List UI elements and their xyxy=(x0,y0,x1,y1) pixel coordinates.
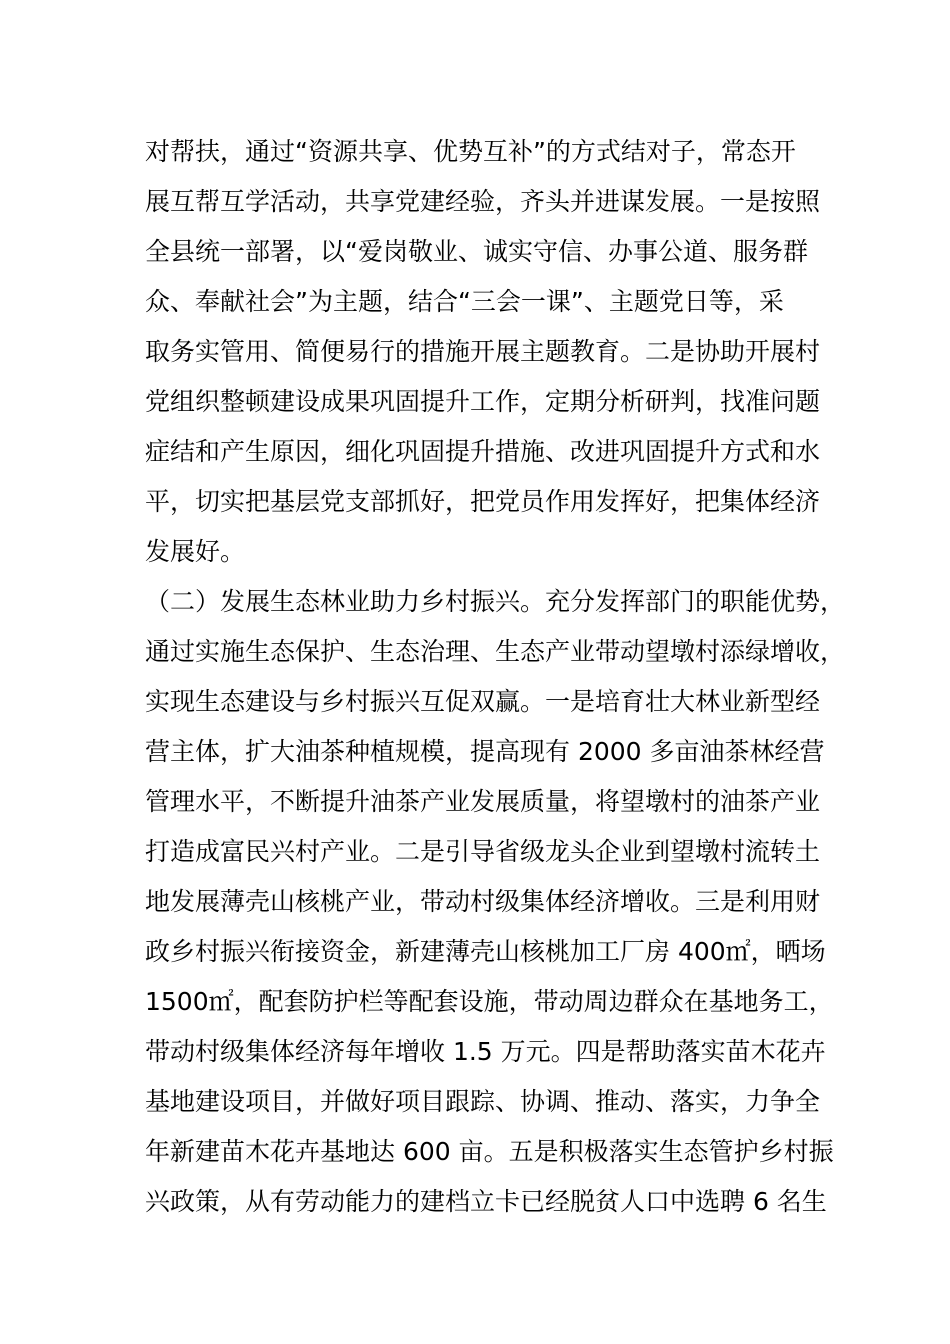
text-line: 全县统一部署，以“爱岗敬业、诚实守信、办事公道、服务群 xyxy=(145,237,808,266)
text-line: 营主体，扩大油茶种植规模，提高现有 2000 多亩油茶林经营 xyxy=(145,737,825,766)
text-line: 管理水平，不断提升油茶产业发展质量，将望墩村的油茶产业 xyxy=(145,787,821,816)
text-line: 带动村级集体经济每年增收 1.5 万元。四是帮助落实苗木花卉 xyxy=(145,1037,826,1066)
text-line: 党组织整顿建设成果巩固提升工作，定期分析研判，找准问题 xyxy=(145,387,821,416)
text-line: 兴政策，从有劳动能力的建档立卡已经脱贫人口中选聘 6 名生 xyxy=(145,1187,827,1216)
text-line: 对帮扶，通过“资源共享、优势互补”的方式结对子，常态开 xyxy=(145,137,796,166)
text-line: 取务实管用、简便易行的措施开展主题教育。二是协助开展村 xyxy=(145,337,821,366)
text-line: 展互帮互学活动，共享党建经验，齐头并进谋发展。一是按照 xyxy=(145,187,821,216)
text-line: 症结和产生原因，细化巩固提升措施、改进巩固提升方式和水 xyxy=(145,437,821,466)
text-line: 地发展薄壳山核桃产业，带动村级集体经济增收。三是利用财 xyxy=(145,887,821,916)
text-line: 通过实施生态保护、生态治理、生态产业带动望墩村添绿增收， xyxy=(145,637,846,666)
text-line: 打造成富民兴村产业。二是引导省级龙头企业到望墩村流转土 xyxy=(145,837,821,866)
text-line: 实现生态建设与乡村振兴互促双赢。一是培育壮大林业新型经 xyxy=(145,687,821,716)
section-heading-line: （二）发展生态林业助力乡村振兴。充分发挥部门的职能优势， xyxy=(145,587,846,616)
text-line: 基地建设项目，并做好项目跟踪、协调、推动、落实，力争全 xyxy=(145,1087,821,1116)
text-line: 1500㎡，配套防护栏等配套设施，带动周边群众在基地务工， xyxy=(145,987,834,1016)
text-line: 平，切实把基层党支部抓好，把党员作用发挥好，把集体经济 xyxy=(145,487,821,516)
text-line: 发展好。 xyxy=(145,537,246,566)
text-line: 年新建苗木花卉基地达 600 亩。五是积极落实生态管护乡村振 xyxy=(145,1137,834,1166)
text-line: 众、奉献社会”为主题，结合“三会一课”、主题党日等，采 xyxy=(145,287,784,316)
text-line: 政乡村振兴衔接资金，新建薄壳山核桃加工厂房 400㎡，晒场 xyxy=(145,937,826,966)
